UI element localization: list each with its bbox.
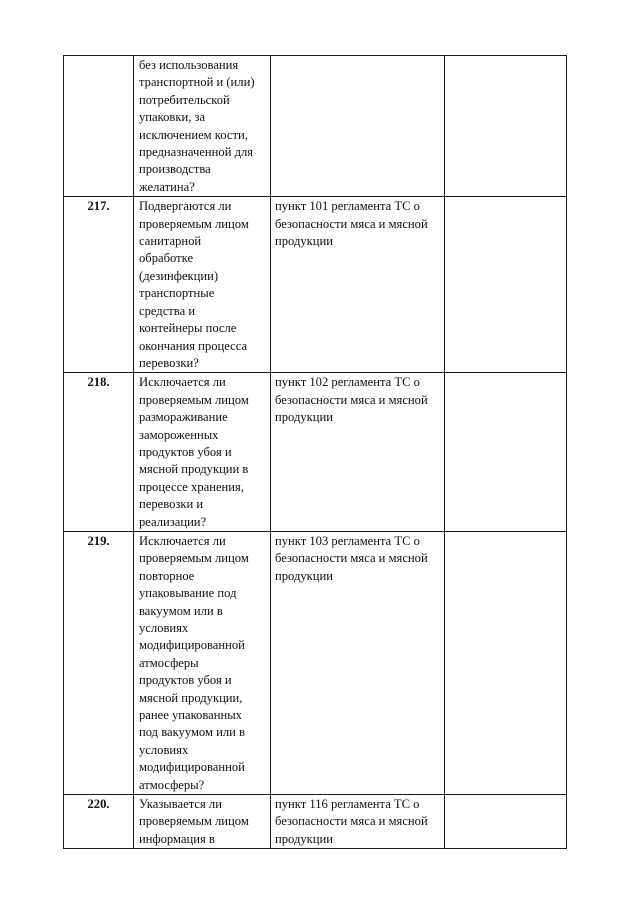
note-cell: [445, 197, 567, 373]
question-cell: [134, 531, 271, 794]
question-line: средства и: [139, 303, 196, 318]
question-line: транспортной и (или): [139, 75, 255, 90]
question-cell: [134, 197, 271, 373]
reference-line: пункт 116 регламента ТС о: [275, 797, 420, 812]
reference-line: безопасности мяса и мясной: [275, 551, 428, 566]
question-cell: [134, 373, 271, 532]
reference-cell: [271, 56, 445, 197]
question-line: (дезинфекции): [139, 268, 219, 283]
question-line: вакуумом или в: [139, 603, 223, 618]
question-line: упаковывание под: [139, 586, 237, 601]
row-number: 219.: [87, 533, 110, 548]
question-line: желатина?: [139, 179, 195, 194]
question-line: размораживание: [139, 410, 228, 425]
question-line: проверяемым лицом: [139, 814, 249, 829]
reference-line: продукции: [275, 234, 334, 249]
reference-line: пункт 103 регламента ТС о: [275, 533, 420, 548]
question-line: Исключается ли: [139, 533, 226, 548]
question-line: условиях: [139, 742, 189, 757]
question-line: потребительской: [139, 92, 230, 107]
row-number: 218.: [87, 375, 110, 390]
question-line: условиях: [139, 621, 189, 635]
question-line: атмосферы: [139, 655, 199, 670]
row-number-cell: [64, 373, 134, 532]
table-row: [64, 795, 567, 849]
question-line: процессе хранения,: [139, 479, 244, 494]
checklist-table: [63, 55, 567, 849]
question-line: производства: [139, 162, 211, 177]
question-line: исключением кости,: [139, 127, 248, 142]
row-number-cell: [64, 795, 134, 849]
table-row: [64, 56, 567, 197]
question-line: под вакуумом или в: [139, 725, 245, 740]
reference-cell: [271, 373, 445, 532]
row-number-cell: [64, 56, 134, 197]
reference-cell: [271, 531, 445, 794]
question-line: контейнеры после: [139, 321, 237, 336]
row-number-cell: [64, 197, 134, 373]
question-line: обработке: [139, 251, 194, 266]
question-line: проверяемым лицом: [139, 392, 249, 407]
note-cell: [445, 373, 567, 532]
question-line: без использования: [139, 58, 239, 72]
question-line: модифицированной: [139, 638, 245, 653]
reference-line: безопасности мяса и мясной: [275, 814, 428, 829]
question-line: модифицированной: [139, 760, 245, 775]
reference-line: продукции: [275, 831, 334, 846]
note-cell: [445, 56, 567, 197]
note-cell: [445, 531, 567, 794]
reference-cell: [271, 795, 445, 849]
question-line: предназначенной для: [139, 145, 254, 160]
question-line: ранее упакованных: [139, 708, 242, 723]
question-line: повторное: [139, 568, 195, 583]
question-line: Подвергаются ли: [139, 199, 232, 214]
question-line: Указывается ли: [139, 797, 222, 812]
question-line: продуктов убоя и: [139, 444, 232, 459]
question-cell: [134, 56, 271, 197]
reference-line: продукции: [275, 568, 334, 583]
question-line: мясной продукции,: [139, 690, 243, 705]
table-row: [64, 373, 567, 532]
reference-line: безопасности мяса и мясной: [275, 216, 428, 231]
row-number-cell: [64, 531, 134, 794]
question-line: мясной продукции в: [139, 462, 249, 477]
question-line: замороженных: [139, 427, 219, 442]
question-line: атмосферы?: [139, 777, 205, 792]
question-line: санитарной: [139, 234, 202, 249]
reference-line: продукции: [275, 410, 334, 425]
reference-line: пункт 102 регламента ТС о: [275, 375, 420, 390]
reference-cell: [271, 197, 445, 373]
question-cell: [134, 795, 271, 849]
question-line: продуктов убоя и: [139, 673, 232, 688]
row-number: 217.: [87, 199, 110, 214]
reference-line: безопасности мяса и мясной: [275, 392, 428, 407]
table-row: [64, 197, 567, 373]
question-line: перевозки?: [139, 355, 199, 370]
question-line: транспортные: [139, 286, 215, 301]
table-row: [64, 531, 567, 794]
reference-line: пункт 101 регламента ТС о: [275, 199, 420, 214]
question-line: окончания процесса: [139, 338, 248, 353]
question-line: реализации?: [139, 514, 207, 529]
note-cell: [445, 795, 567, 849]
question-line: упаковки, за: [139, 110, 206, 125]
question-line: проверяемым лицом: [139, 551, 249, 566]
question-line: Исключается ли: [139, 375, 226, 390]
row-number: 220.: [87, 797, 110, 812]
question-line: информация в: [139, 831, 215, 846]
question-line: перевозки и: [139, 497, 204, 512]
question-line: проверяемым лицом: [139, 216, 249, 231]
